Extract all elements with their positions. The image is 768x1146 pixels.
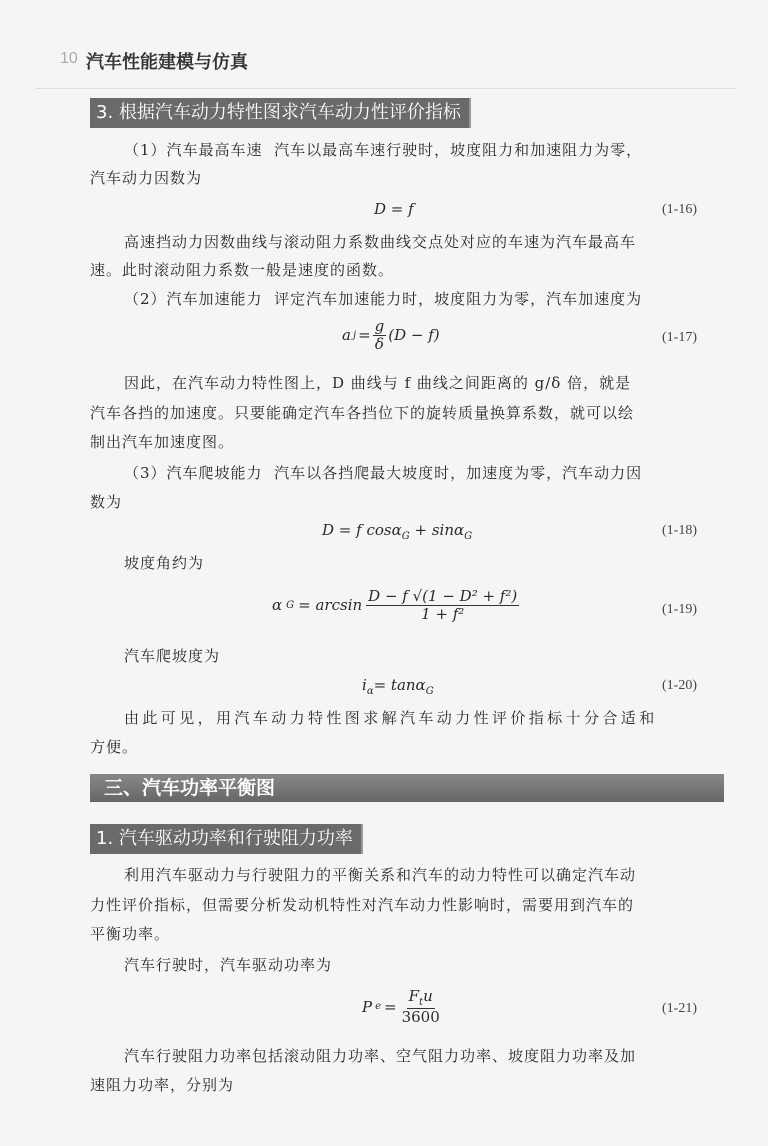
section-heading-3: 3. 根据汽车动力特性图求汽车动力性评价指标 [90,98,471,128]
paragraph-line: 高速挡动力因数曲线与滚动阻力系数曲线交点处对应的车速为汽车最高车 [124,233,637,251]
eq19-numerator: D − f √(1 − D² + f²) [368,587,518,605]
eq18-part2: + sinα [409,521,465,539]
paragraph-line: 速阻力功率，分别为 [90,1076,235,1094]
chapter-heading: 三、汽车功率平衡图 [104,777,276,799]
paragraph-line: 制出汽车加速度图。 [90,433,235,451]
eq18-sub1: G [401,531,410,542]
paragraph-max-speed-line1 [124,138,642,162]
eq17-lhs-sub: j [352,329,357,341]
page-number: 10 [60,50,78,67]
equation-number-1-17: (1-17) [662,330,697,345]
paragraph-line: 速。此时滚动阻力系数一般是速度的函数。 [90,261,395,279]
eq17-equals: = [358,326,371,344]
eq21-denominator: 3600 [401,1008,440,1026]
paragraph-grade-line2: 数为 [90,493,123,511]
equation-1-19 [272,588,519,622]
eq21-num-f: F [408,987,420,1005]
paragraph-line: 汽车行驶阻力功率包括滚动阻力功率、空气阻力功率、坡度阻力功率及加 [124,1047,637,1065]
eq19-fraction [366,588,519,622]
section-heading-1: 1. 汽车驱动功率和行驶阻力功率 [90,824,363,854]
acceleration-text: 评定汽车加速能力时，坡度阻力为零，汽车加速度为 [274,290,643,308]
eq20-lhs: i [362,676,367,694]
paragraph-max-speed-line2: 汽车动力因数为 [90,169,203,187]
equation-number-1-21: (1-21) [662,1001,697,1016]
header-divider [36,88,736,89]
paragraph-line: 汽车各挡的加速度。只要能确定汽车各挡位下的旋转质量换算系数，就可以绘 [90,404,635,422]
paragraph-grade-line1 [124,461,642,485]
paragraph-line: 利用汽车驱动力与行驶阻力的平衡关系和汽车的动力特性可以确定汽车动 [124,866,637,884]
grade-text: 汽车以各挡爬最大坡度时，加速度为零，汽车动力因 [274,464,643,482]
paragraph-line: 力性评价指标，但需要分析发动机特性对汽车动力性影响时，需要用到汽车的 [90,896,635,914]
equation-number-1-16: (1-16) [662,202,697,217]
paragraph-line: 由此可见，用汽车动力特性图求解汽车动力性评价指标十分合适和 [124,709,658,727]
max-speed-text: 汽车以最高车速行驶时，坡度阻力和加速阻力为零， [274,141,643,159]
eq21-lhs: P [362,997,373,1016]
paragraph-line: 因此，在汽车动力特性图上，D 曲线与 f 曲线之间距离的 g/δ 倍，就是 [124,374,632,392]
eq19-denominator: 1 + f² [421,604,465,623]
eq21-num-u: u [423,987,433,1005]
paragraph-slope-angle: 坡度角约为 [124,554,205,572]
paragraph-acceleration-line [124,287,642,311]
eq19-lhs-sub: G [286,599,295,611]
equation-1-17 [342,318,440,352]
equation-number-1-19: (1-19) [662,602,697,617]
acceleration-lead: （2）汽车加速能力 [124,290,263,308]
eq17-fraction [373,318,387,352]
eq20-lhs-sub: α [366,686,374,697]
eq20-rhs-sub: G [425,686,434,697]
eq21-fraction [400,988,442,1026]
running-header-title: 汽车性能建模与仿真 [86,52,248,73]
eq18-sub2: G [464,531,473,542]
eq21-num-sub: t [419,997,424,1008]
paragraph-line: 方便。 [90,738,139,756]
equation-1-20 [362,676,434,697]
paragraph-drive-power: 汽车行驶时，汽车驱动功率为 [124,956,333,974]
eq17-numerator: g [374,317,385,335]
eq19-fn: = arcsin [298,596,363,614]
eq21-lhs-sub: e [375,1001,382,1013]
equation-1-18 [322,521,472,542]
paragraph-grade-ability: 汽车爬坡度为 [124,647,221,665]
eq20-rhs: = tanα [373,676,426,694]
eq17-rhs: (D − f) [388,326,440,344]
grade-lead: （3）汽车爬坡能力 [124,464,263,482]
paragraph-line: 平衡功率。 [90,925,171,943]
max-speed-lead: （1）汽车最高车速 [124,141,263,159]
eq17-lhs: a [342,326,351,344]
eq21-equals: = [384,997,397,1016]
chapter-heading-band [90,774,724,802]
equation-1-21 [362,988,442,1026]
eq21-numerator [407,988,435,1009]
equation-number-1-20: (1-20) [662,678,697,693]
eq19-lhs: α [272,596,283,614]
eq18-part1: D = f cosα [322,521,402,539]
equation-1-16: D = f [374,200,414,218]
equation-number-1-18: (1-18) [662,523,697,538]
eq17-denominator: δ [374,334,384,353]
